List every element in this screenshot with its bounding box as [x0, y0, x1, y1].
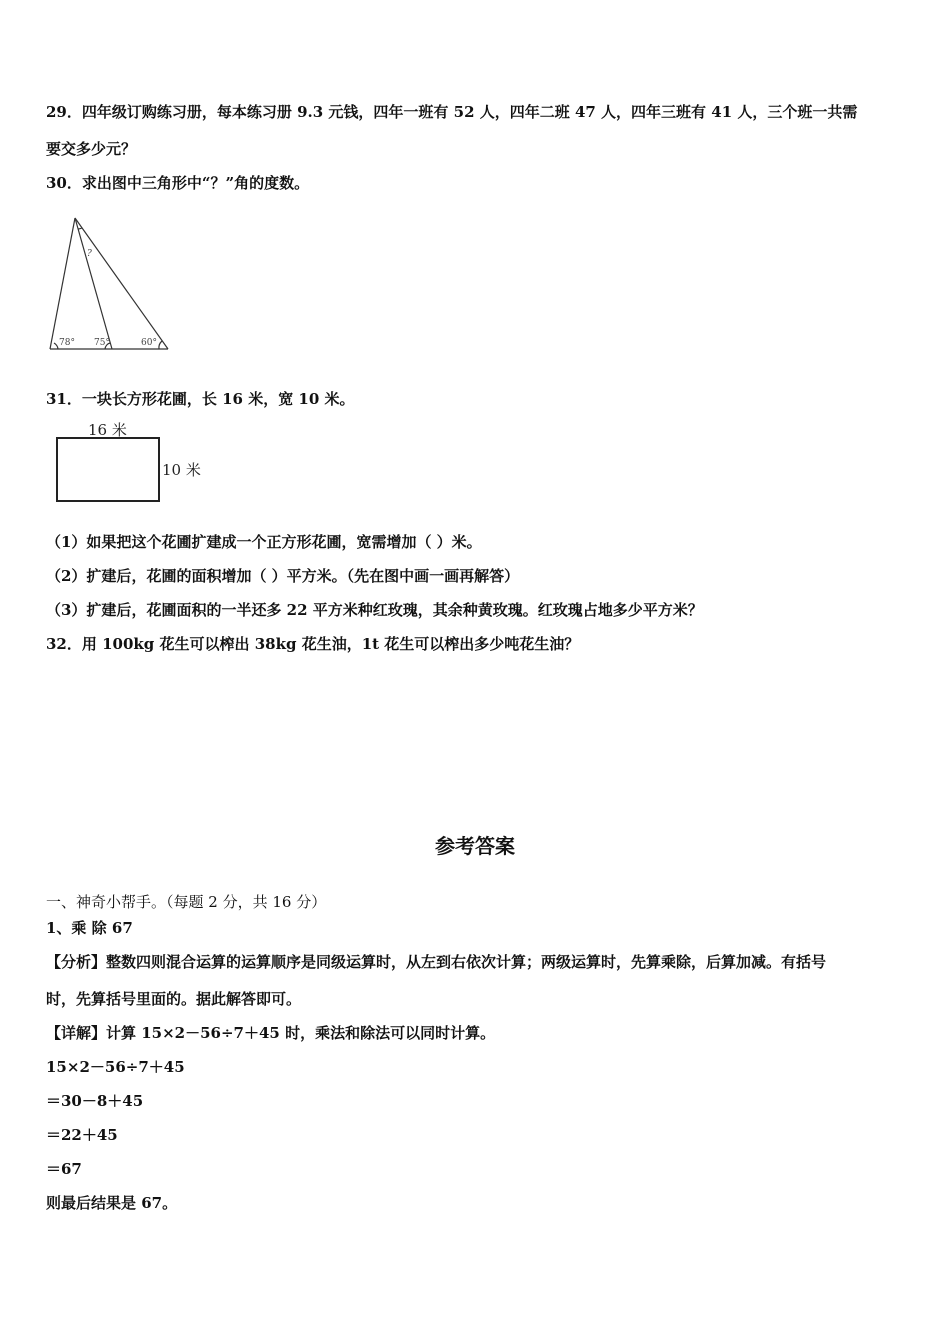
triangle-right-side: [75, 218, 168, 349]
calc-step3: ＝22＋45: [46, 1126, 118, 1144]
detail-line: 【详解】计算 15×2－56÷7＋45 时，乘法和除法可以同时计算。: [46, 1024, 496, 1042]
triangle-left-side: [50, 218, 75, 349]
q32-text: 32．用 100kg 花生可以榨出 38kg 花生油，1t 花生可以榨出多少吨花生油？: [46, 635, 580, 653]
angle-60-label: 60°: [141, 338, 157, 348]
angle-arc-right: [159, 341, 162, 349]
q31-part3: （3）扩建后，花圃面积的一半还多 22 平方米种红玫瑰，其余种黄玫瑰。红玫瑰占地多少平方米？: [46, 601, 703, 619]
answers-section: 一、神奇小帮手。（每题 2 分，共 16 分）: [46, 893, 327, 911]
garden-rectangle: [57, 438, 159, 501]
angle-75-label: 75°: [94, 338, 110, 348]
answers-title: 参考答案: [435, 834, 515, 858]
triangle-inner-side: [75, 218, 112, 349]
calc-step2: ＝30－8＋45: [46, 1092, 144, 1110]
q30-triangle-figure: [44, 212, 179, 357]
angle-arc-top: [78, 228, 82, 229]
q31-rectangle-figure: [50, 418, 210, 510]
q31-part2: （2）扩建后，花圃的面积增加（ ）平方米。（先在图中画一画再解答）: [46, 567, 520, 585]
q31-text: 31．一块长方形花圃，长 16 米，宽 10 米。: [46, 390, 355, 408]
analysis-line1: 【分析】整数四则混合运算的运算顺序是同级运算时，从左到右依次计算；两级运算时，先算乘除，后算加减。有括号: [46, 953, 827, 971]
q30-text: 30．求出图中三角形中“？”角的度数。: [46, 174, 310, 192]
conclusion-line: 则最后结果是 67。: [46, 1194, 178, 1212]
q31-part1: （1）如果把这个花圃扩建成一个正方形花圃，宽需增加（ ）米。: [46, 533, 482, 551]
angle-unknown-label: ?: [87, 249, 92, 259]
width-label: 10 米: [162, 461, 201, 479]
q29-line2: 要交多少元？: [46, 140, 137, 158]
analysis-line2: 时，先算括号里面的。据此解答即可。: [46, 990, 302, 1008]
calc-step1: 15×2－56÷7＋45: [46, 1058, 185, 1076]
angle-78-label: 78°: [59, 338, 75, 348]
q29-line1: 29．四年级订购练习册，每本练习册 9.3 元钱，四年一班有 52 人，四年二班 47 人，四年三班有 41 人，三个班一共需: [46, 103, 858, 121]
calc-step4: ＝67: [46, 1160, 82, 1178]
angle-arc-left: [54, 343, 58, 349]
length-label: 16 米: [88, 421, 127, 439]
answer-item1: 1、乘 除 67: [46, 919, 133, 937]
